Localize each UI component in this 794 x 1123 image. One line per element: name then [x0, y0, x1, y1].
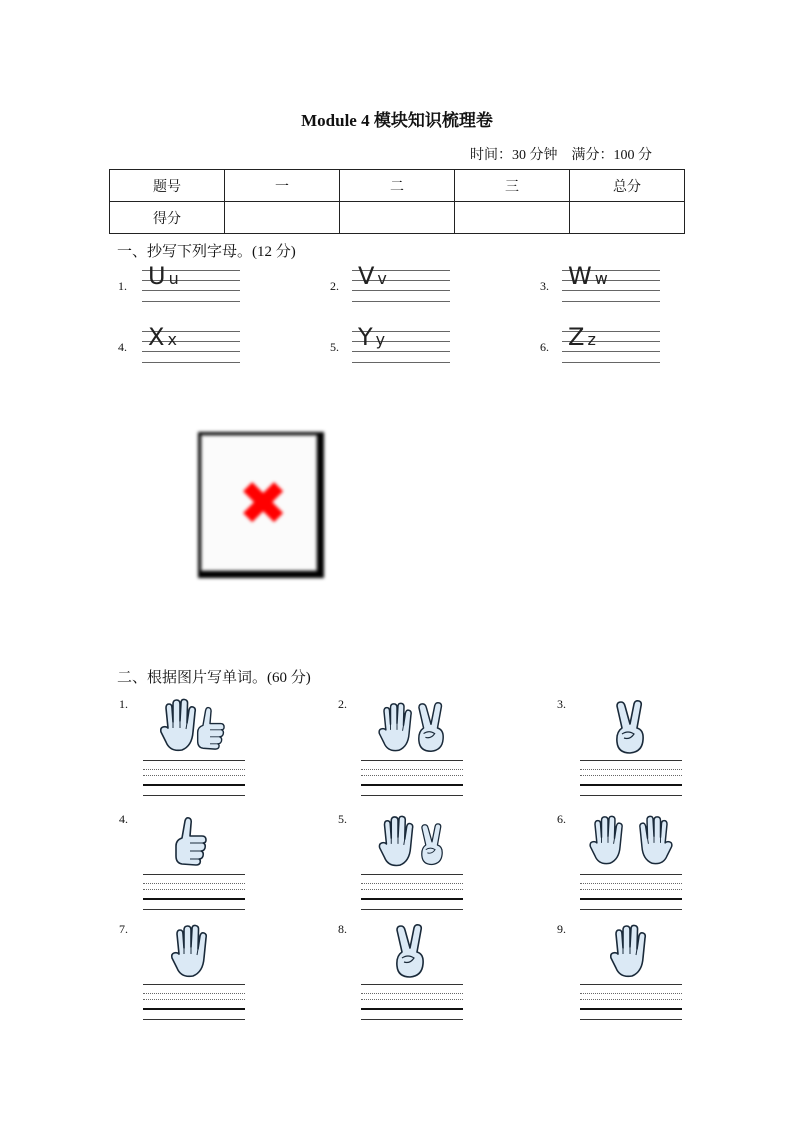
letter-writing-lines[interactable]	[142, 262, 242, 304]
item-number: 8.	[338, 922, 347, 936]
word-writing-lines[interactable]	[143, 984, 245, 1022]
hand-three-icon	[390, 924, 430, 982]
item-number: 2.	[338, 697, 347, 711]
item-number: 4.	[119, 812, 128, 826]
table-cell: 二	[340, 170, 455, 202]
table-cell: 总分	[570, 170, 685, 202]
item-number: 6.	[557, 812, 566, 826]
word-writing-lines[interactable]	[143, 874, 245, 912]
score-table-score-row	[110, 202, 685, 234]
section-title: 一、抄写下列字母。	[117, 242, 253, 260]
table-cell: 一	[225, 170, 340, 202]
item-number: 4.	[118, 340, 127, 354]
score-table	[109, 169, 685, 234]
letter-pair: Yy	[358, 323, 386, 351]
letter-pair: Vv	[358, 262, 387, 290]
thumbs-up-one-icon	[170, 815, 212, 869]
word-writing-lines[interactable]	[361, 760, 463, 798]
score-input-cell[interactable]	[570, 202, 685, 234]
word-writing-lines[interactable]	[361, 874, 463, 912]
item-number: 3.	[540, 279, 549, 293]
item-number: 5.	[330, 340, 339, 354]
hand-two-icon	[610, 700, 650, 758]
hand-six-icon	[160, 698, 230, 754]
score-input-cell[interactable]	[340, 202, 455, 234]
item-number: 7.	[119, 922, 128, 936]
item-number: 9.	[557, 922, 566, 936]
section-points: (60 分)	[267, 670, 311, 686]
item-number: 2.	[330, 279, 339, 293]
hand-eight-icon	[378, 815, 448, 869]
word-writing-lines[interactable]	[580, 760, 682, 798]
section-title: 二、根据图片写单词。	[117, 668, 268, 686]
letter-pair: Ww	[568, 262, 608, 290]
section-1-heading	[117, 240, 296, 261]
letter-writing-lines[interactable]	[352, 323, 452, 365]
hand-ten-icon	[588, 815, 676, 867]
section-2-heading	[117, 666, 311, 687]
letter-writing-lines[interactable]	[562, 323, 662, 365]
letter-pair: Zz	[568, 323, 596, 351]
broken-image-icon: ✖	[198, 432, 324, 578]
item-number: 5.	[338, 812, 347, 826]
item-number: 6.	[540, 340, 549, 354]
word-writing-lines[interactable]	[143, 760, 245, 798]
table-cell: 得分	[110, 202, 225, 234]
letter-writing-lines[interactable]	[352, 262, 452, 304]
section-points: (12 分)	[252, 244, 296, 260]
word-writing-lines[interactable]	[580, 984, 682, 1022]
score-table-header-row	[110, 170, 685, 202]
hand-seven-icon	[378, 702, 450, 754]
letter-writing-lines[interactable]	[142, 323, 242, 365]
exam-meta: 时间：30 分钟 满分：100 分	[470, 148, 652, 163]
hand-five-icon	[170, 924, 214, 980]
letter-pair: Uu	[148, 262, 179, 290]
letter-pair: Xx	[148, 323, 177, 351]
score-input-cell[interactable]	[455, 202, 570, 234]
page-title: Module 4 模块知识梳理卷	[301, 111, 493, 130]
table-cell: 题号	[110, 170, 225, 202]
word-writing-lines[interactable]	[361, 984, 463, 1022]
table-cell: 三	[455, 170, 570, 202]
item-number: 1.	[119, 697, 128, 711]
score-input-cell[interactable]	[225, 202, 340, 234]
item-number: 3.	[557, 697, 566, 711]
letter-writing-lines[interactable]	[562, 262, 662, 304]
word-writing-lines[interactable]	[580, 874, 682, 912]
item-number: 1.	[118, 279, 127, 293]
hand-four-icon	[610, 924, 652, 980]
